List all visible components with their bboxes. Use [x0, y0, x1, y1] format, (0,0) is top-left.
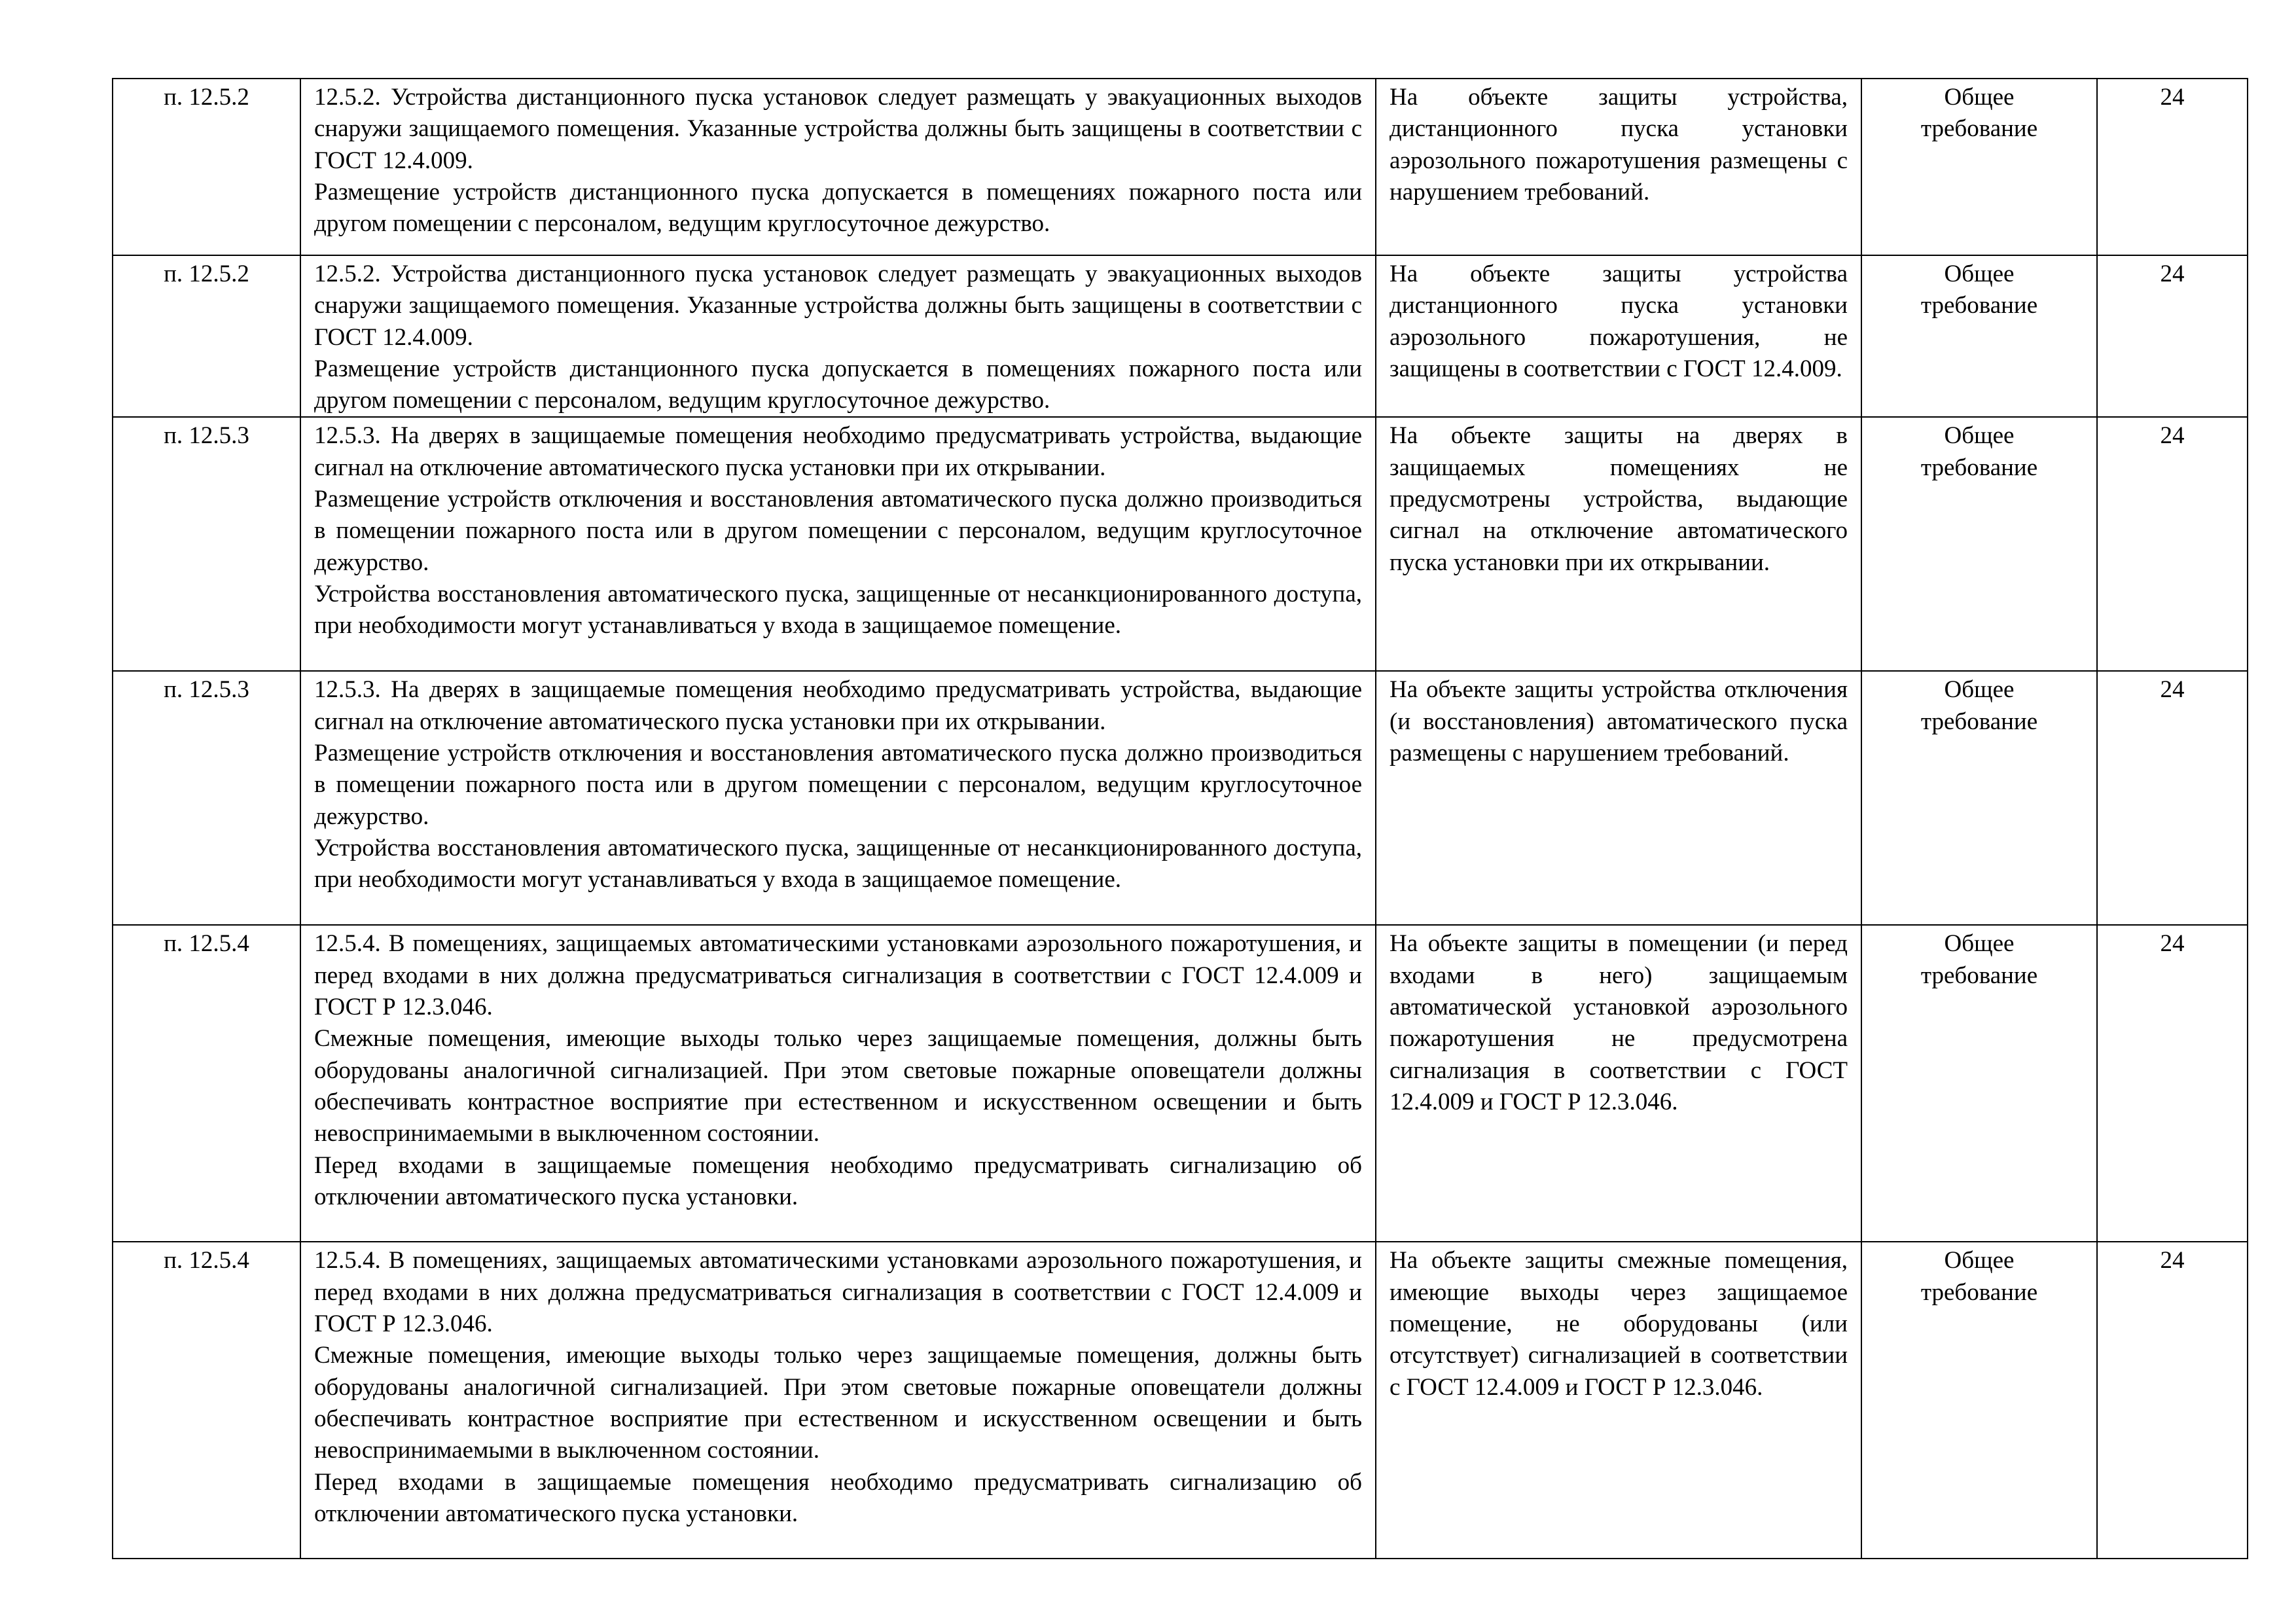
requirements-table [112, 78, 2248, 1559]
violation-cell [1376, 1242, 1861, 1559]
requirement-paragraph: Размещение устройств отключения и восстановления автоматического пуска должно производиться в помещении пожарного поста или в другом помещении с персоналом, ведущим круглосуточное дежурство. [314, 486, 1362, 576]
requirement-type-line: требование [1920, 1278, 2038, 1306]
requirement-paragraph: Размещение устройств дистанционного пуска допускается в помещениях пожарного поста или другом помещении с персоналом, ведущим круглосуточное дежурство. [314, 178, 1362, 238]
requirement-paragraph: Смежные помещения, имеющие выходы только через защищаемые помещения, должны быть оборудованы аналогичной сигнализацией. При этом световые пожарные оповещатели должны обеспечивать контрастное восприятие при естественном и искусственном освещении и быть невоспринимаемыми в выключенном состоянии. [314, 1025, 1362, 1147]
table-row [113, 925, 2248, 1242]
requirement-text-cell [300, 925, 1376, 1242]
table-row [113, 79, 2248, 255]
requirement-paragraph: 12.5.4. В помещениях, защищаемых автоматическими установками аэрозольного пожаротушения, и перед входами в них должна предусматриваться сигнализация в соответствии с ГОСТ 12.4.009 и ГОСТ Р 12.3.046. [314, 1247, 1362, 1338]
violation-text: На объекте защиты устройства, дистанционного пуска установки аэрозольного пожаротушения размещены с нарушением требований. [1390, 84, 1848, 206]
violation-cell [1376, 671, 1861, 925]
requirement-paragraph: 12.5.2. Устройства дистанционного пуска установок следует размещать у эвакуационных выходов снаружи защищаемого помещения. Указанные устройства должны быть защищены в соответствии с ГОСТ 12.4.009. [314, 261, 1362, 351]
page-number-cell: 24 [2097, 79, 2248, 255]
requirement-type-line: требование [1920, 454, 2038, 481]
clause-ref-cell: п. 12.5.3 [113, 417, 300, 671]
violation-cell [1376, 255, 1861, 417]
requirement-type-cell [1861, 255, 2097, 417]
requirement-type-line: Общее [1944, 84, 2015, 111]
violation-text: На объекте защиты устройства дистанционного пуска установки аэрозольного пожаротушения, не защищены в соответствии с ГОСТ 12.4.009. [1390, 261, 1848, 382]
requirement-paragraph: Размещение устройств дистанционного пуска допускается в помещениях пожарного поста или другом помещении с персоналом, ведущим круглосуточное дежурство. [314, 355, 1362, 414]
requirement-text-cell [300, 417, 1376, 671]
requirement-paragraph: Перед входами в защищаемые помещения необходимо предусматривать сигнализацию об отключении автоматического пуска установки. [314, 1151, 1362, 1210]
requirement-paragraph: 12.5.3. На дверях в защищаемые помещения необходимо предусматривать устройства, выдающие сигнал на отключение автоматического пуска установки при их открывании. [314, 676, 1362, 735]
requirement-type-line: Общее [1944, 676, 2015, 704]
requirement-type-cell [1861, 417, 2097, 671]
page-number-cell: 24 [2097, 1242, 2248, 1559]
requirement-paragraph: Устройства восстановления автоматического пуска, защищенные от несанкционированного доступа, при необходимости могут устанавливаться у входа в защищаемое помещение. [314, 580, 1362, 640]
table-row [113, 671, 2248, 925]
requirement-type-line: требование [1920, 962, 2038, 989]
requirement-type-cell [1861, 925, 2097, 1242]
table-row [113, 255, 2248, 417]
page-number-cell: 24 [2097, 417, 2248, 671]
requirement-text-cell [300, 255, 1376, 417]
violation-text: На объекте защиты устройства отключения (и восстановления) автоматического пуска размещены с нарушением требований. [1390, 676, 1848, 767]
requirement-paragraph: 12.5.3. На дверях в защищаемые помещения необходимо предусматривать устройства, выдающие сигнал на отключение автоматического пуска установки при их открывании. [314, 422, 1362, 481]
violation-cell [1376, 79, 1861, 255]
clause-ref-cell: п. 12.5.4 [113, 925, 300, 1242]
requirement-type-line: требование [1920, 115, 2038, 143]
page-number-cell: 24 [2097, 925, 2248, 1242]
clause-ref-cell: п. 12.5.4 [113, 1242, 300, 1559]
requirement-text-cell [300, 671, 1376, 925]
clause-ref-cell: п. 12.5.2 [113, 255, 300, 417]
requirement-type-line: Общее [1944, 261, 2015, 287]
clause-ref-cell: п. 12.5.3 [113, 671, 300, 925]
table-row [113, 1242, 2248, 1559]
requirement-type-line: Общее [1944, 422, 2015, 450]
requirement-paragraph: Смежные помещения, имеющие выходы только через защищаемые помещения, должны быть оборудованы аналогичной сигнализацией. При этом световые пожарные оповещатели должны обеспечивать контрастное восприятие при естественном и искусственном освещении и быть невоспринимаемыми в выключенном состоянии. [314, 1342, 1362, 1464]
requirement-paragraph: Размещение устройств отключения и восстановления автоматического пуска должно производиться в помещении пожарного поста или в другом помещении с персоналом, ведущим круглосуточное дежурство. [314, 740, 1362, 830]
requirement-type-cell [1861, 79, 2097, 255]
requirement-paragraph: 12.5.4. В помещениях, защищаемых автоматическими установками аэрозольного пожаротушения, и перед входами в них должна предусматриваться сигнализация в соответствии с ГОСТ 12.4.009 и ГОСТ Р 12.3.046. [314, 930, 1362, 1021]
requirement-type-line: требование [1920, 292, 2038, 319]
violation-text: На объекте защиты в помещении (и перед входами в него) защищаемым автоматической установкой аэрозольного пожаротушения не предусмотрена сигнализация в соответствии с ГОСТ 12.4.009 и ГОСТ Р 12.3.046. [1390, 930, 1848, 1115]
requirement-text-cell [300, 1242, 1376, 1559]
requirement-paragraph: Перед входами в защищаемые помещения необходимо предусматривать сигнализацию об отключении автоматического пуска установки. [314, 1468, 1362, 1527]
requirement-type-cell [1861, 671, 2097, 925]
requirement-type-line: Общее [1944, 1247, 2015, 1274]
table-row [113, 417, 2248, 671]
violation-text: На объекте защиты смежные помещения, имеющие выходы через защищаемое помещение, не оборудованы (или отсутствует) сигнализацией в соответствии с ГОСТ 12.4.009 и ГОСТ Р 12.3.046. [1390, 1247, 1848, 1401]
requirement-type-cell [1861, 1242, 2097, 1559]
violation-cell [1376, 925, 1861, 1242]
requirement-type-line: Общее [1944, 930, 2015, 958]
requirement-paragraph: Устройства восстановления автоматического пуска, защищенные от несанкционированного доступа, при необходимости могут устанавливаться у входа в защищаемое помещение. [314, 834, 1362, 893]
clause-ref-cell: п. 12.5.2 [113, 79, 300, 255]
requirement-text-cell [300, 79, 1376, 255]
violation-text: На объекте защиты на дверях в защищаемых помещениях не предусмотрены устройства, выдающие сигнал на отключение автоматического пуска установки при их открывании. [1390, 422, 1848, 576]
violation-cell [1376, 417, 1861, 671]
requirement-type-line: требование [1920, 708, 2038, 735]
page-number-cell: 24 [2097, 255, 2248, 417]
page-number-cell: 24 [2097, 671, 2248, 925]
requirement-paragraph: 12.5.2. Устройства дистанционного пуска установок следует размещать у эвакуационных выходов снаружи защищаемого помещения. Указанные устройства должны быть защищены в соответствии с ГОСТ 12.4.009. [314, 84, 1362, 174]
